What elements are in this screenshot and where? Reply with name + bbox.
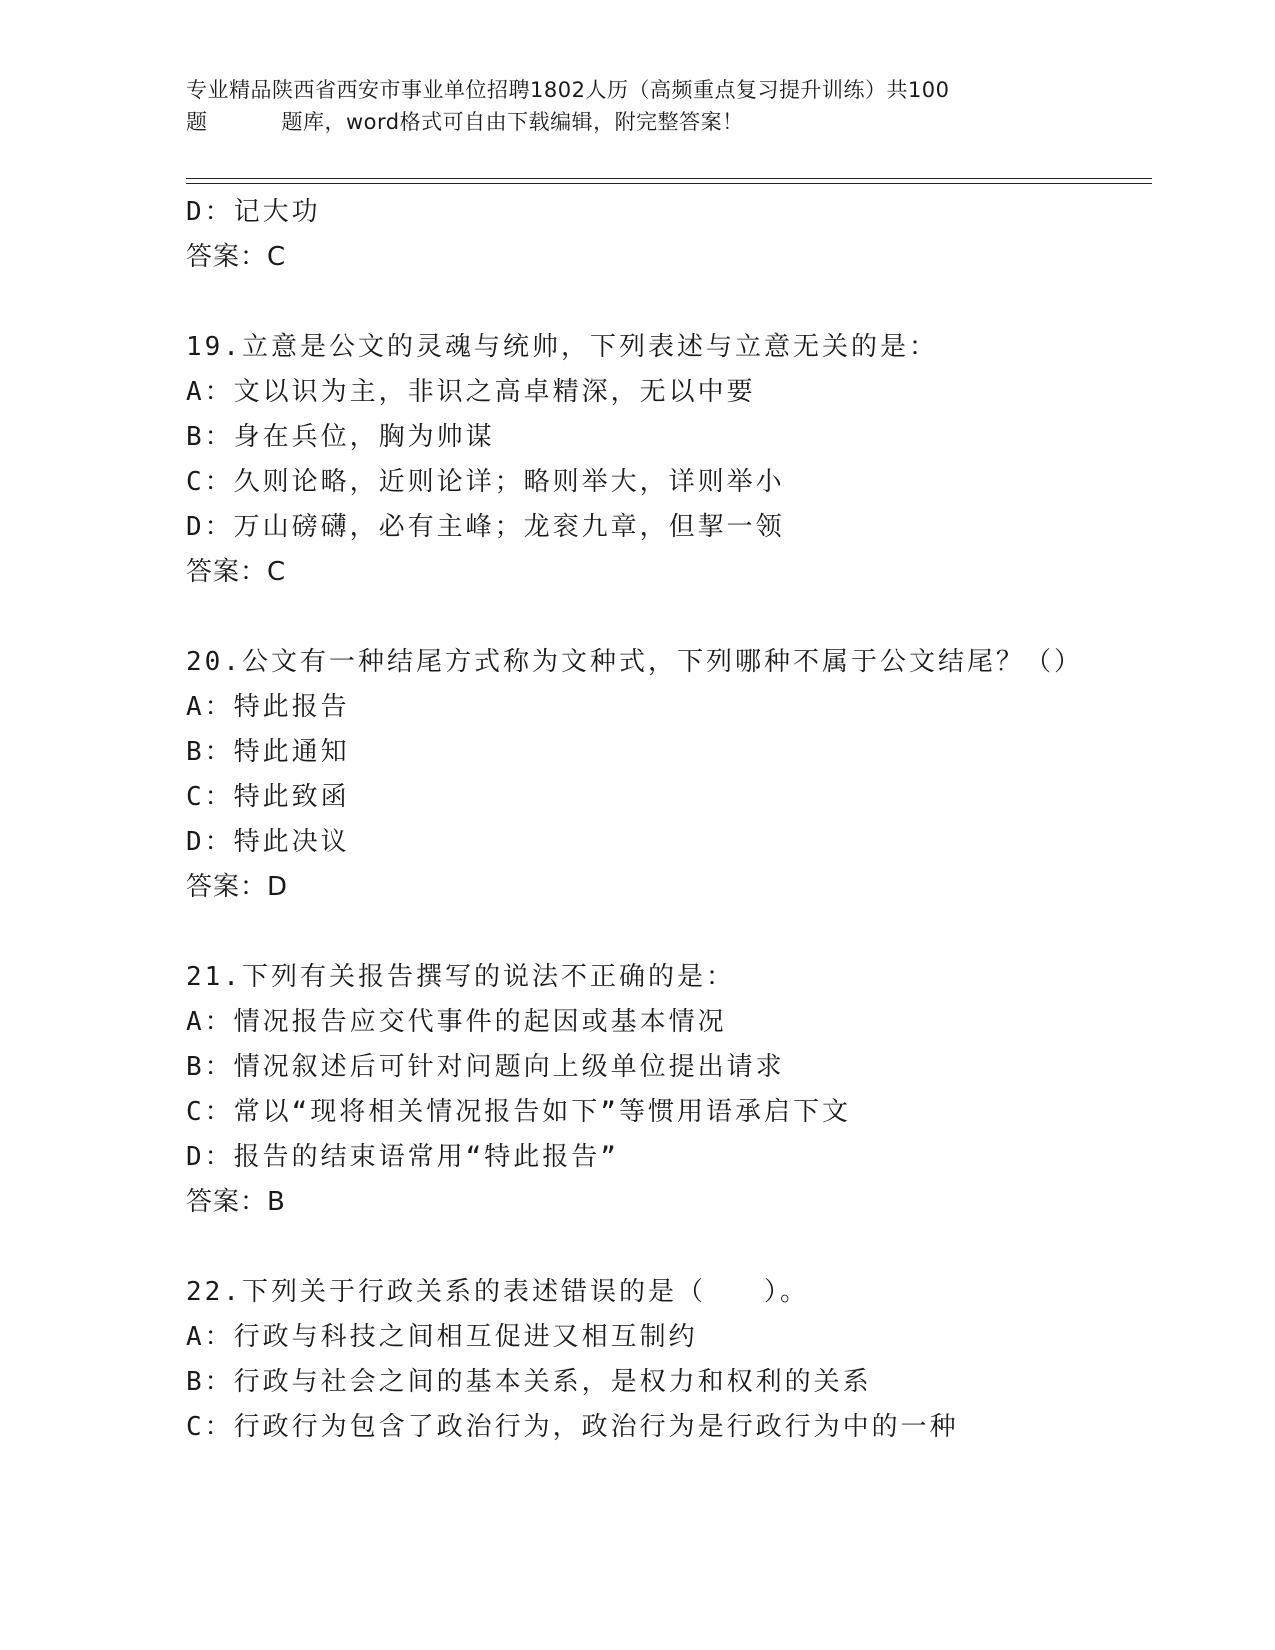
option-line: C：久则论略，近则论详；略则举大，详则举小 [186, 467, 785, 497]
option-line: D：万山磅礴，必有主峰；龙衮九章，但挈一领 [186, 512, 785, 542]
question-stem: 19.立意是公文的灵魂与统帅，下列表述与立意无关的是： [186, 332, 938, 362]
option-line: B：情况叙述后可针对问题向上级单位提出请求 [186, 1052, 785, 1082]
header-title-line-2-right: 题库，word格式可自由下载编辑，附完整答案！ [281, 110, 744, 134]
header-title-line-2 [186, 106, 1086, 138]
header-title-line-1: 专业精品陕西省西安市事业单位招聘1802人历（高频重点复习提升训练）共100 [186, 78, 950, 102]
question-block [186, 325, 1166, 595]
answer-line: 答案：C [186, 557, 287, 587]
option-line: B：身在兵位，胸为帅谋 [186, 422, 495, 452]
answer-line: 答案：C [186, 242, 287, 272]
option-line: B：行政与社会之间的基本关系，是权力和权利的关系 [186, 1367, 872, 1397]
answer-line: 答案：D [186, 872, 289, 902]
header-divider-bottom [186, 183, 1152, 184]
option-line: C：常以“现将相关情况报告如下”等惯用语承启下文 [186, 1097, 851, 1127]
option-line: D：报告的结束语常用“特此报告” [186, 1142, 619, 1172]
question-block [186, 640, 1166, 910]
option-line: A：文以识为主，非识之高卓精深，无以中要 [186, 377, 756, 407]
answer-line: 答案：B [186, 1187, 286, 1217]
question-list [186, 190, 1166, 1450]
option-line: B：特此通知 [186, 737, 350, 767]
question-block [186, 955, 1166, 1225]
option-line: A：情况报告应交代事件的起因或基本情况 [186, 1007, 727, 1037]
question-block [186, 1270, 1166, 1450]
question-stem: 20.公文有一种结尾方式称为文种式，下列哪种不属于公文结尾？（） [186, 647, 1083, 677]
option-line: C：特此致函 [186, 782, 350, 812]
option-line: C：行政行为包含了政治行为，政治行为是行政行为中的一种 [186, 1412, 959, 1442]
header-title-line-2-left: 题 [186, 110, 208, 134]
option-line: D：特此决议 [186, 827, 350, 857]
question-stem: 22.下列关于行政关系的表述错误的是（ ）。 [186, 1277, 809, 1307]
document-header [186, 74, 1086, 138]
question-stem: 21.下列有关报告撰写的说法不正确的是： [186, 962, 735, 992]
header-divider-top [186, 178, 1152, 179]
option-line: A：特此报告 [186, 692, 350, 722]
option-line: A：行政与科技之间相互促进又相互制约 [186, 1322, 698, 1352]
option-line: D：记大功 [186, 197, 321, 227]
question-block [186, 190, 1166, 280]
